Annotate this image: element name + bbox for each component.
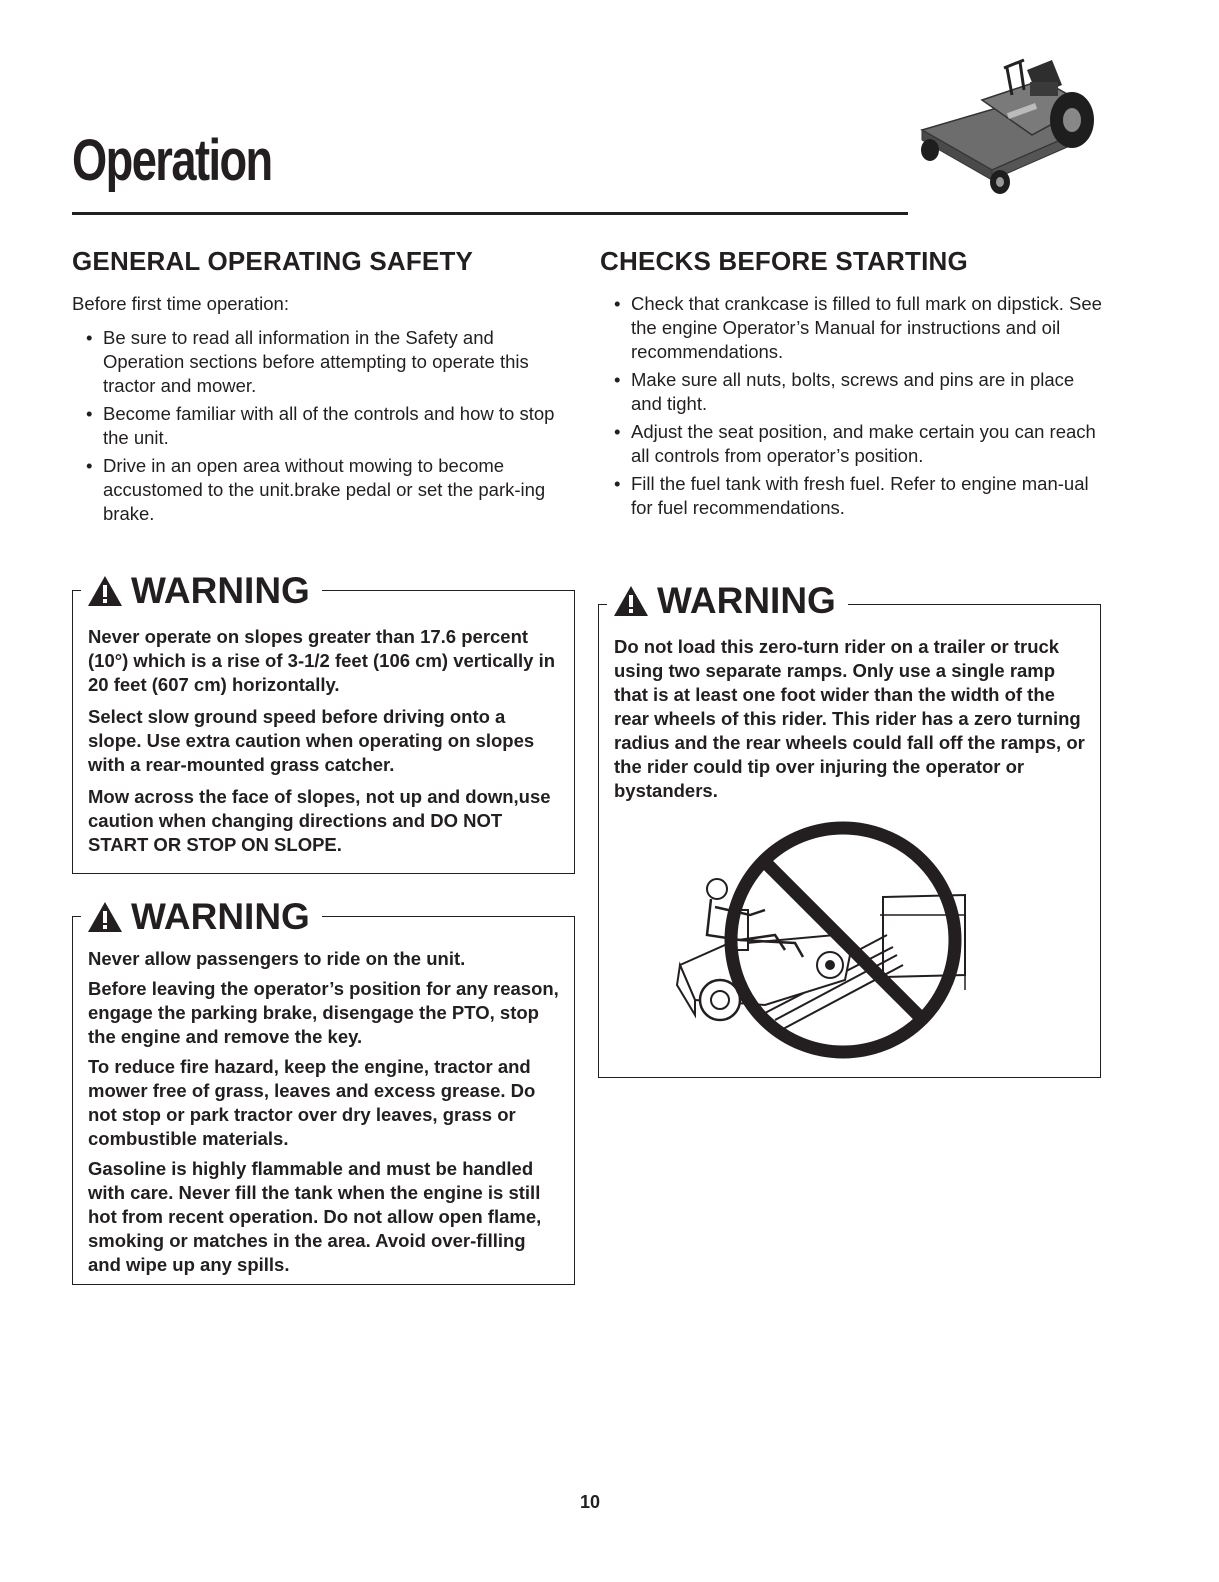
warning-header	[81, 571, 322, 611]
warning-header	[607, 581, 848, 621]
list-item: • Drive in an open area without mowing to become accustomed to the unit.brake pedal or set the park-ing brake.	[72, 454, 572, 526]
warning-paragraph: Select slow ground speed before driving onto a slope. Use extra caution when operating on slopes with a rear-mounted grass catcher.	[88, 706, 535, 775]
warning-paragraph: Before leaving the operator’s position for any reason, engage the parking brake, disengage the PTO, stop the engine and remove the key.	[88, 978, 559, 1047]
list-item: • Adjust the seat position, and make certain you can reach all controls from operator’s position.	[600, 420, 1105, 468]
list-item: • Make sure all nuts, bolts, screws and pins are in place and tight.	[600, 368, 1105, 416]
page-number: 10	[579, 1492, 601, 1512]
list-item: • Check that crankcase is filled to full mark on dipstick. See the engine Operator’s Manual for instructions and oil recommendations.	[600, 292, 1105, 364]
warning-triangle-icon	[87, 575, 123, 607]
warning-header	[81, 897, 322, 937]
warning-body	[88, 625, 562, 865]
list-item: • Be sure to read all information in the Safety and Operation sections before attempting to operate this tractor and mower.	[72, 326, 572, 398]
warning-label: WARNING	[131, 570, 310, 611]
warning-box-ramps	[598, 580, 1101, 1078]
section-heading: GENERAL OPERATING SAFETY	[72, 246, 474, 276]
bullet-list	[600, 292, 1105, 520]
warning-body	[88, 947, 562, 1283]
warning-paragraph: Mow across the face of slopes, not up and down,use caution when changing directions and DO NOT START OR STOP ON SLOPE.	[88, 786, 551, 855]
list-item: • Become familiar with all of the controls and how to stop the unit.	[72, 402, 572, 450]
page-title: Operation	[72, 128, 272, 193]
warning-label: WARNING	[657, 580, 836, 621]
section-intro: Before first time operation:	[72, 293, 289, 314]
warning-paragraph: Never allow passengers to ride on the unit.	[88, 948, 466, 969]
warning-box-slopes	[72, 570, 575, 874]
no-two-ramps-illustration	[665, 815, 985, 1065]
warning-paragraph: Never operate on slopes greater than 17.6 percent (10°) which is a rise of 3-1/2 feet (106 cm) vertically in 20 feet (607 cm) horizontally.	[88, 626, 556, 695]
checks-before-starting-section	[600, 244, 1105, 524]
general-operating-safety-section	[72, 244, 572, 530]
section-heading: CHECKS BEFORE STARTING	[600, 246, 968, 276]
zero-turn-mower-illustration	[912, 50, 1102, 200]
list-item: • Fill the fuel tank with fresh fuel. Refer to engine man-ual for fuel recommendations.	[600, 472, 1105, 520]
warning-body	[614, 635, 1088, 811]
bullet-list	[72, 326, 572, 526]
warning-triangle-icon	[87, 901, 123, 933]
warning-paragraph: Do not load this zero-turn rider on a trailer or truck using two separate ramps. Only use a single ramp that is at least one foot wider than the width of the rear wheels of this rider. This rider has a zero turning radius and the rear wheels could fall off the ramps, or the rider could tip over injuring the operator or bystanders.	[614, 636, 1085, 801]
warning-paragraph: Gasoline is highly flammable and must be handled with care. Never fill the tank when the engine is still hot from recent operation. Do not allow open flame, smoking or matches in the area. Avoid over-filling and wipe up any spills.	[88, 1158, 542, 1275]
warning-paragraph: To reduce fire hazard, keep the engine, tractor and mower free of grass, leaves and excess grease. Do not stop or park tractor over dry leaves, grass or combustible materials.	[88, 1056, 536, 1149]
warning-label: WARNING	[131, 896, 310, 937]
warning-box-passengers-fire	[72, 896, 575, 1285]
warning-triangle-icon	[613, 585, 649, 617]
title-rule	[72, 212, 908, 215]
